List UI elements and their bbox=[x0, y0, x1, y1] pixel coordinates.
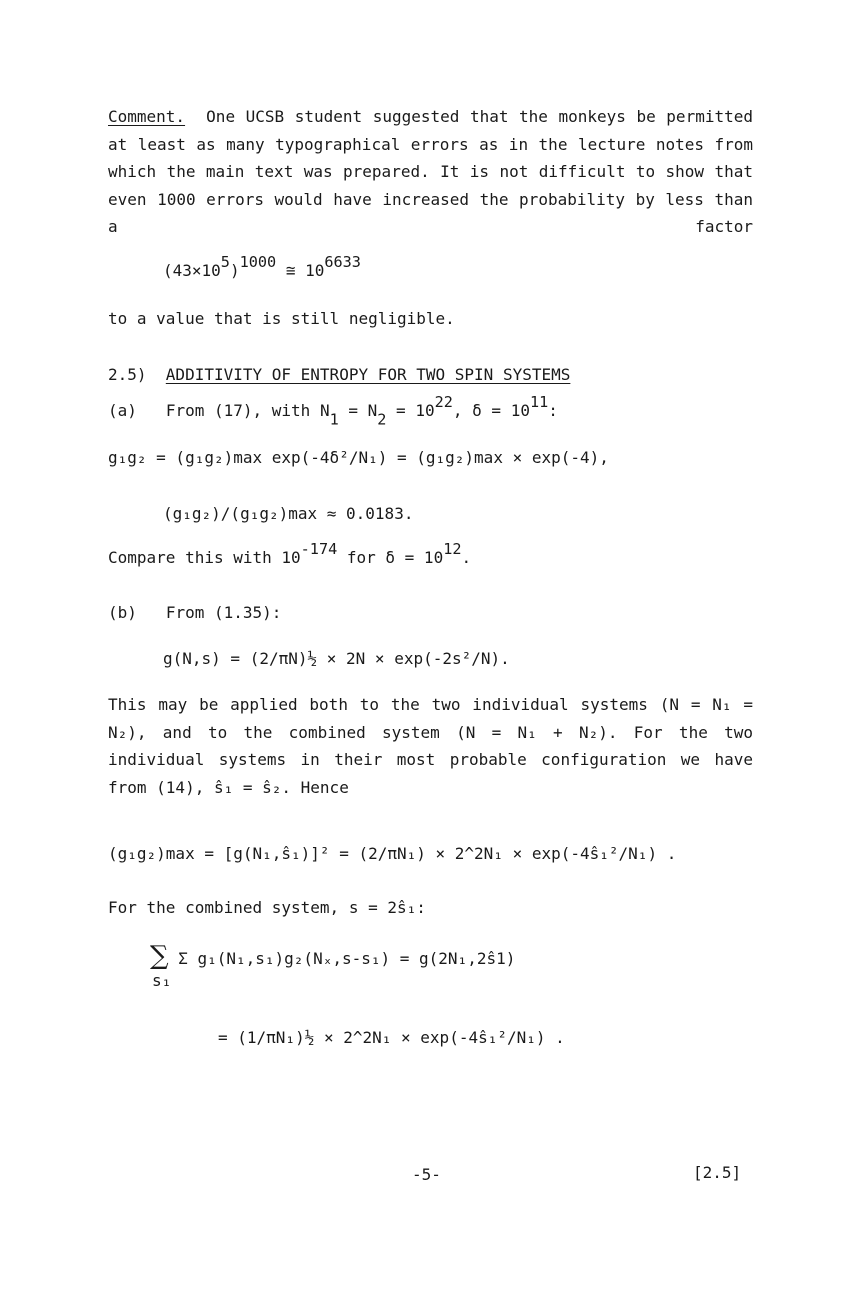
section-title: ADDITIVITY OF ENTROPY FOR TWO SPIN SYSTEMS bbox=[165, 365, 571, 384]
sum-formula: ∑ Σ g₁(N₁,s₁)g₂(Nₓ,s-s₁) = g(2N₁,2ŝ1) bbox=[150, 941, 516, 971]
page-number: -5- bbox=[412, 1165, 441, 1184]
part-a-intro: (a) From (17), with $N_1 = N_2 = 10^{22}$, $\delta = 10^{11}$: bbox=[108, 393, 558, 429]
section-reference: [2.5] bbox=[693, 1163, 742, 1182]
part-b-formula: g(N,s) = (2/πN)½ × 2N × exp(-2s²/N). bbox=[163, 649, 510, 668]
paragraph-line: configuration we have from (14), ŝ₁ = ŝ₂. Hence bbox=[108, 750, 753, 797]
comment-line: is not difficult to show that even 1000 errors would have bbox=[108, 162, 753, 209]
final-formula: = (1/πN₁)½ × 2^2N₁ × exp(-4ŝ₁²/N₁) . bbox=[218, 1028, 565, 1047]
part-a-equation-1: g₁g₂ = (g₁g₂)max exp(-4δ²/N₁) = (g₁g₂)max × exp(-4), bbox=[108, 448, 609, 467]
comment-closing: to a value that is still negligible. bbox=[108, 309, 455, 328]
comment-paragraph bbox=[108, 103, 753, 241]
part-b-paragraph bbox=[108, 691, 753, 801]
comment-line: lecture notes from which the main text was prepared. It bbox=[108, 134, 754, 181]
comment-line: One UCSB student suggested that the monkeys be bbox=[206, 107, 656, 126]
paragraph-line: For the two individual systems in their most probable bbox=[108, 722, 754, 769]
summation-symbol: ∑ bbox=[150, 941, 169, 971]
part-b-intro: (b) From (1.35): bbox=[108, 603, 282, 622]
max-formula: (g₁g₂)max = [g(N₁,ŝ₁)]² = (2/πN₁) × 2^2N₁ × exp(-4ŝ₁²/N₁) . bbox=[108, 844, 677, 863]
combined-intro: For the combined system, s = 2ŝ₁: bbox=[108, 898, 426, 917]
comment-line: permitted at least as many typographical errors as in the bbox=[108, 107, 753, 154]
part-a-equation-2: (g₁g₂)/(g₁g₂)max ≈ 0.0183. bbox=[163, 504, 414, 523]
section-heading bbox=[108, 367, 570, 383]
section-number: 2.5) bbox=[108, 365, 147, 384]
comment-line: increased the probability by less than a factor bbox=[108, 189, 753, 236]
sum-index: s₁ bbox=[152, 971, 172, 990]
part-a-compare: Compare this with $10^{-174}$ for $\delta = 10^{12}$. bbox=[108, 540, 472, 568]
paragraph-line: (N = N₁ = N₂), and to the combined system (N = N₁ + N₂). bbox=[108, 695, 754, 742]
paragraph-line: This may be applied both to the two individual systems bbox=[108, 695, 648, 714]
comment-label: Comment. bbox=[108, 107, 186, 126]
factor-formula: $(43\times 10^5)^{1000}$ ≅ $10^{6633}$ bbox=[163, 253, 361, 281]
